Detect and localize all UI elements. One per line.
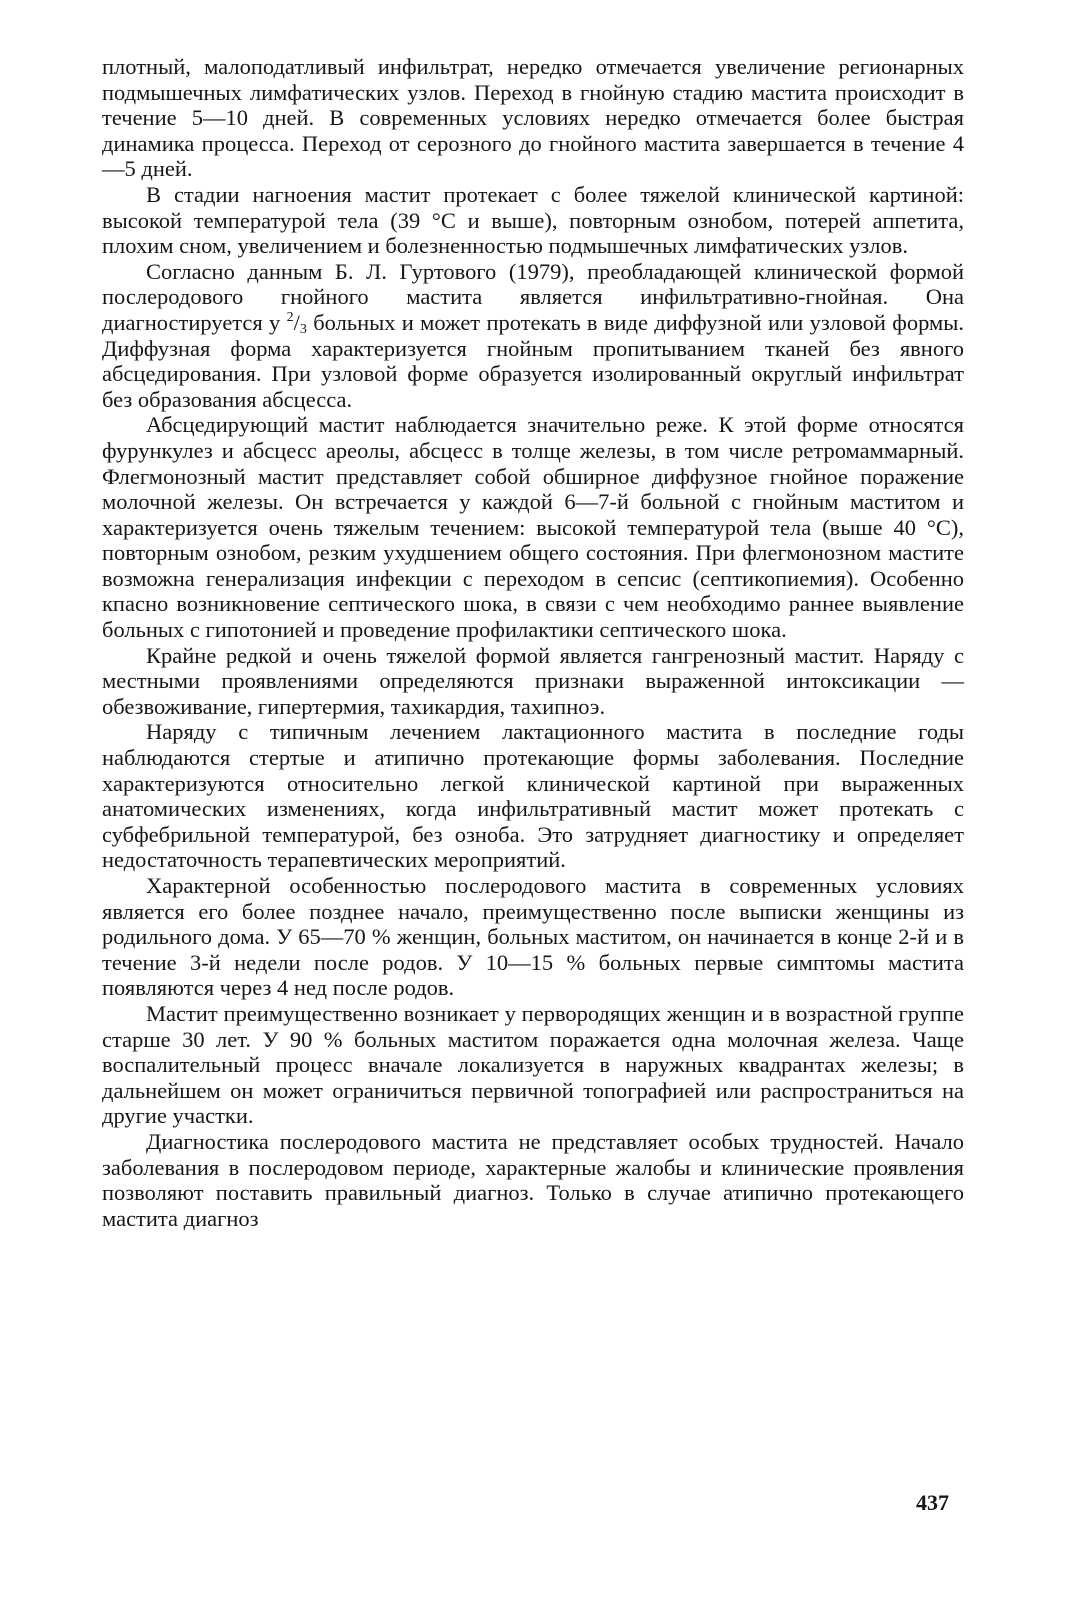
paragraph-gangrenous-mastitis: Крайне редкой и очень тяжелой формой является гангренозный мастит. Наряду с местными проявлениями определяются признаки выраженной интоксикации — обезвоживание, гипертермия, тахикардия, тахипноэ. <box>102 642 964 719</box>
paragraph-primiparous: Мастит преимущественно возникает у первородящих женщин и в возрастной группе старше 30 лет. У 90 % больных маститом поражается одна молочная железа. Чаще воспалительный процесс вначале локализуется в наружных квадрантах железы; в дальнейшем он может ограничиться первичной топографией или распространиться на другие участки. <box>102 1000 964 1129</box>
fraction-denominator: 3 <box>299 321 307 337</box>
paragraph-suppuration-stage: В стадии нагноения мастит протекает с более тяжелой клинической картиной: высокой температурой тела (39 °С и выше), повторным ознобом, потерей аппетита, плохим сном, увеличением и болезненностью подмышечных лимфатических узлов. <box>102 181 964 259</box>
paragraph-clinical-form-text-before: Согласно данным Б. Л. Гуртового (1979), преобладающей клинической формой послеродового гнойного мастита является инфильтративно-гнойная. Она диагностируется у <box>102 258 964 335</box>
paragraph-clinical-form-text-after: больных и может протекать в виде диффузной или узловой формы. Диффузная форма характеризуется гнойным пропитыванием тканей без явного абсцедирования. При узловой форме образуется изолированный округлый инфильтрат без образования абсцесса. <box>102 309 964 412</box>
paragraph-abscess-mastitis: Абсцедирующий мастит наблюдается значительно реже. К этой форме относятся фурункулез и абсцесс ареолы, абсцесс в толще железы, в том числе ретромаммарный. Флегмонозный мастит представляет собой обширное диффузное гнойное поражение молочной железы. Он встречается у каждой 6—7-й больной с гнойным маститом и характеризуется очень тяжелым течением: высокой температурой тела (выше 40 °С), повторным ознобом, резким ухудшением общего состояния. При флегмонозном мастите возможна генерализация инфекции с переходом в сепсис (септикопиемия). Особенно кпасно возникновение септического шока, в связи с чем необходимо раннее выявление больных с гипотонией и проведение профилактики септического шока. <box>102 412 964 643</box>
page-number: 437 <box>916 1490 949 1515</box>
paragraph-continuation: плотный, малоподатливый инфильтрат, нередко отмечается увеличение регионарных подмышечных лимфатических узлов. Переход в гнойную стадию мастита происходит в течение 5—10 дней. В современных условиях нередко отмечается более быстрая динамика процесса. Переход от серозного до гнойного мастита завершается в течение 4—5 дней. <box>102 54 964 182</box>
fraction-numerator: 2 <box>286 309 294 325</box>
page-body <box>102 54 964 1231</box>
paragraph-late-onset: Характерной особенностью послеродового мастита в современных условиях является его более позднее начало, преимущественно после выписки женщины из родильного дома. У 65—70 % женщин, больных маститом, он начинается в конце 2-й и в течение 3-й недели после родов. У 10—15 % больных первые симптомы мастита появляются через 4 нед после родов. <box>102 873 964 1001</box>
paragraph-diagnostics: Диагностика послеродового мастита не представляет особых трудностей. Начало заболевания в послеродовом периоде, характерные жалобы и клинические проявления позволяют поставить правильный диагноз. Только в случае атипично протекающего мастита диагноз <box>102 1128 964 1231</box>
paragraph-atypical-forms: Наряду с типичным лечением лактационного мастита в последние годы наблюдаются стертые и атипично протекающие формы заболевания. Последние характеризуются относительно легкой клинической картиной при выраженных анатомических изменениях, когда инфильтративный мастит может протекать с субфебрильной температурой, без озноба. Это затрудняет диагностику и определяет недостаточность терапевтических мероприятий. <box>102 719 964 873</box>
paragraph-clinical-form: Согласно данным Б. Л. Гуртового (1979), преобладающей клинической формой послеродового гнойного мастита является инфильтративно-гнойная. Она диагностируется у $^2/_3$ больных и может протекать в виде диффузной или узловой формы. Диффузная форма характеризуется гнойным пропитыванием тканей без явного абсцедирования. При узловой форме образуется изолированный округлый инфильтрат без образования абсцесса. <box>102 258 964 412</box>
